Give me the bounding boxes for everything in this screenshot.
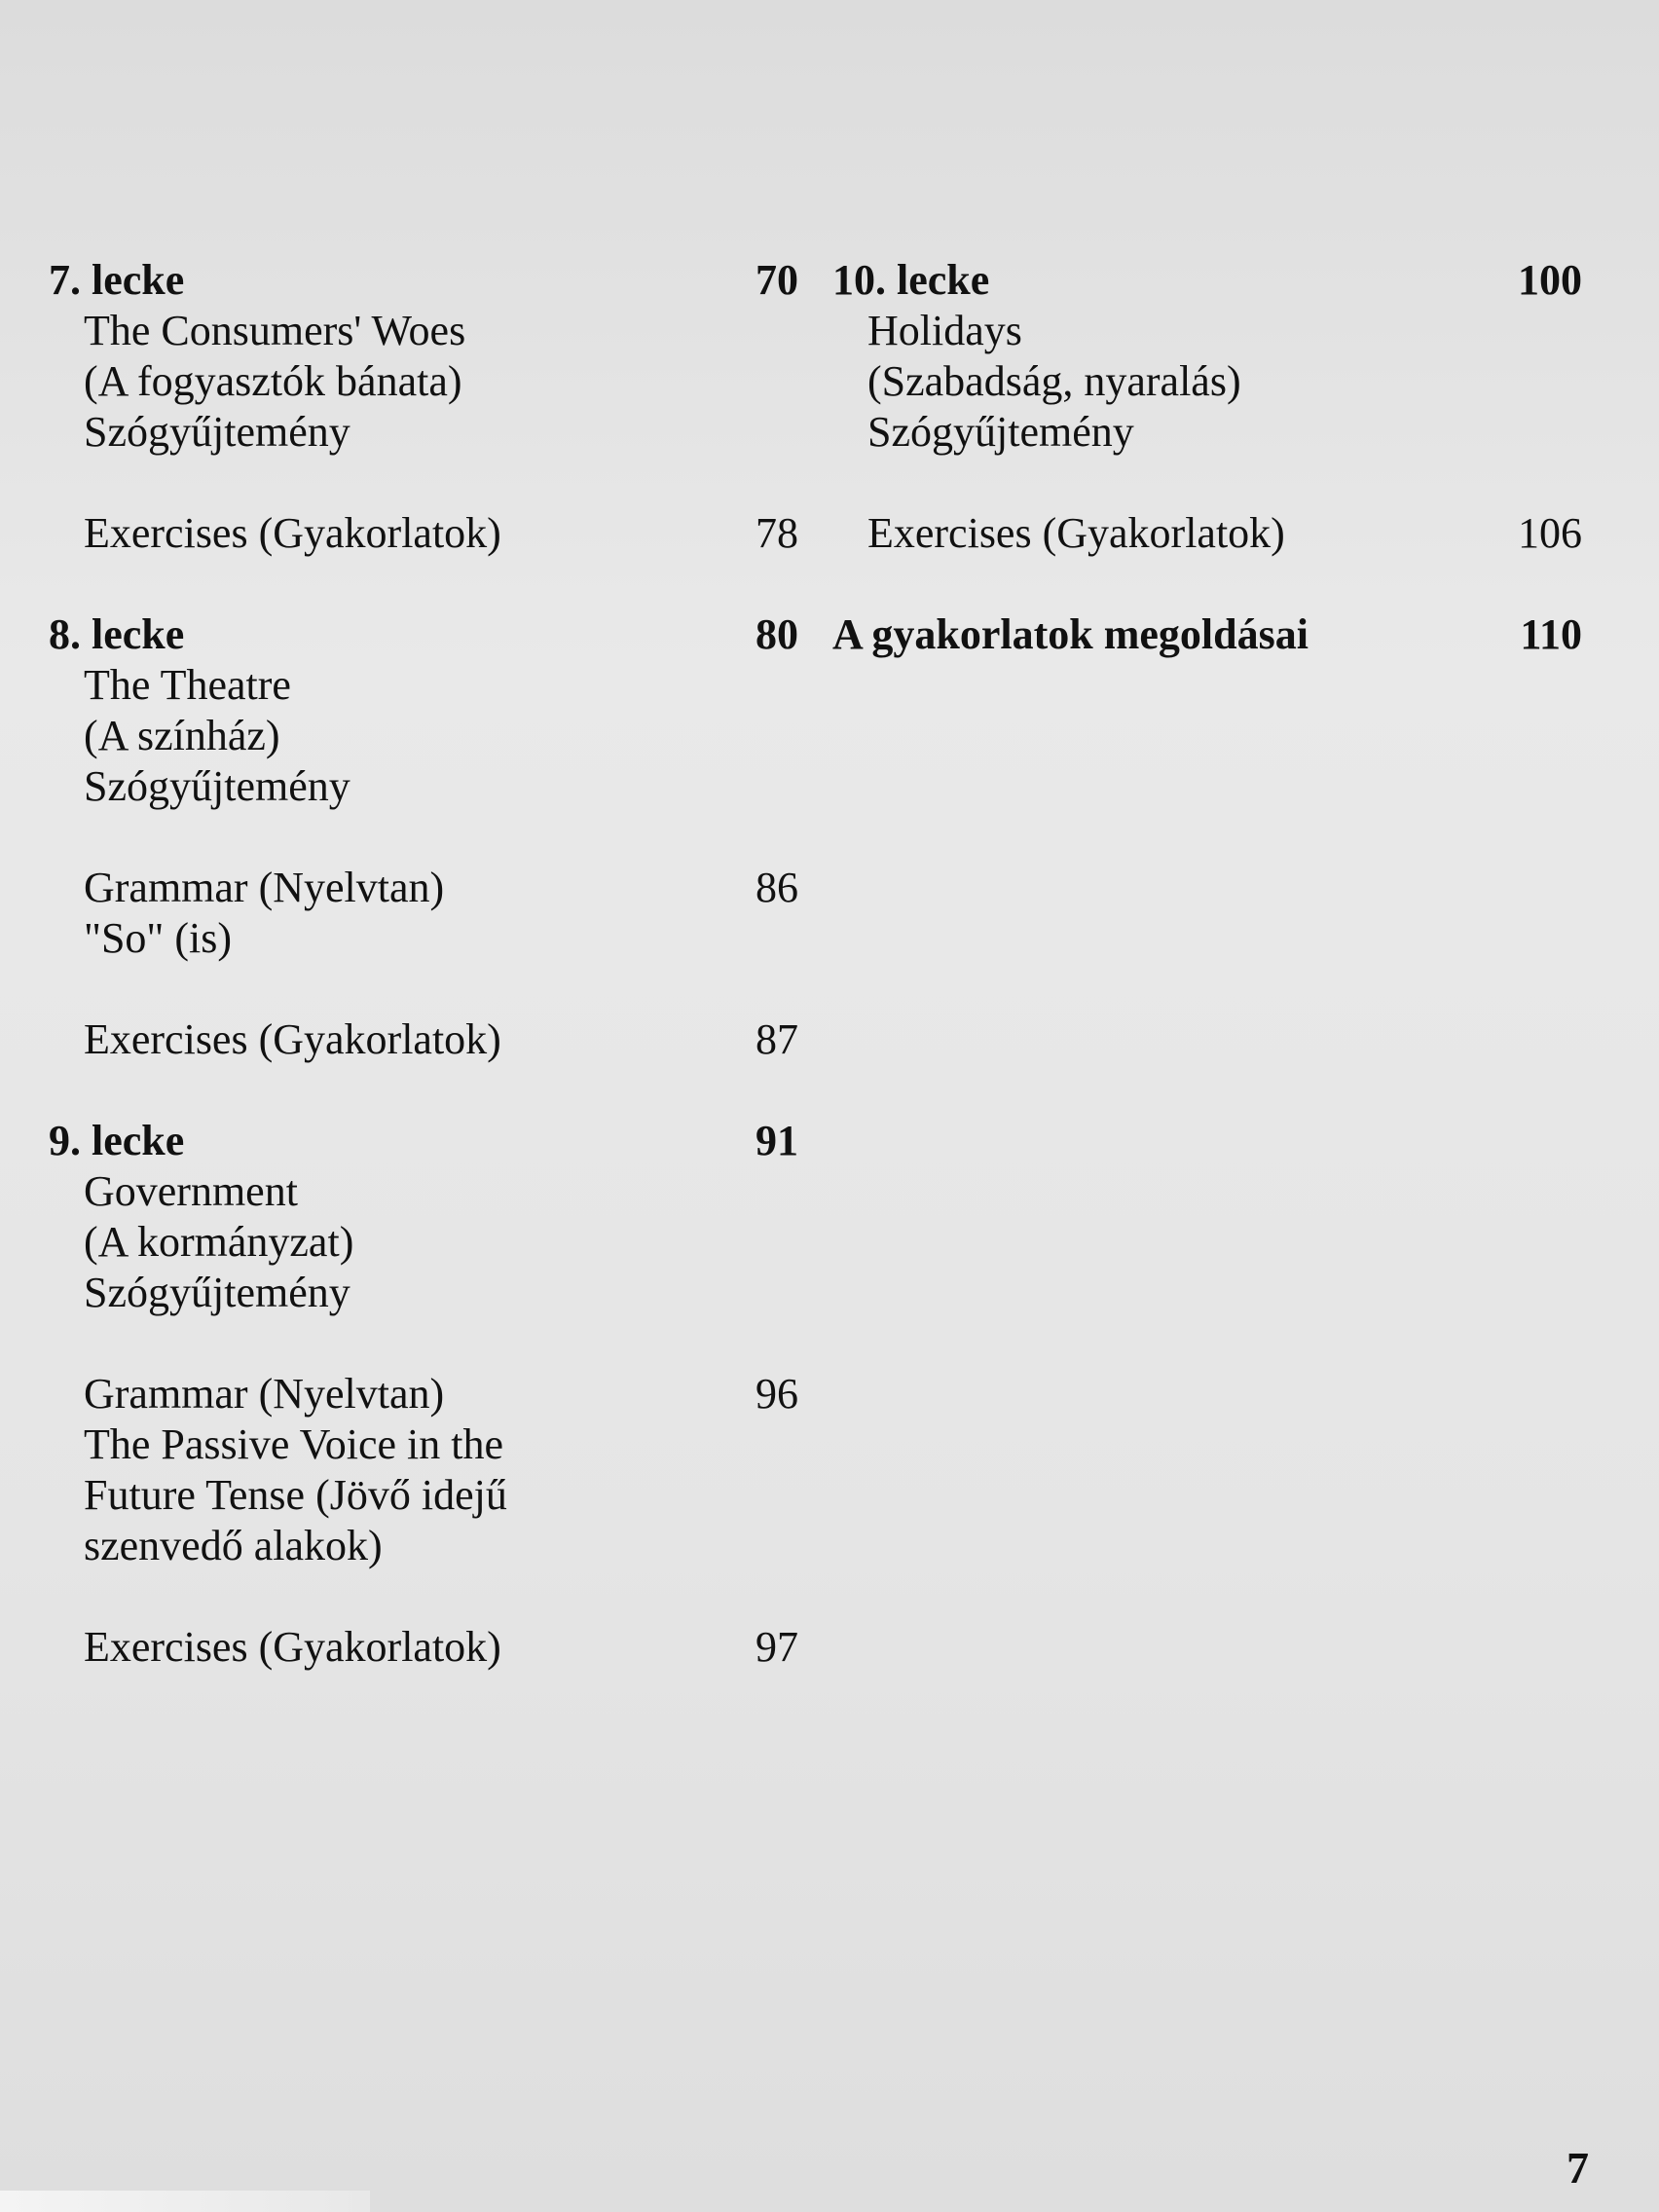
footer-strip <box>0 2191 370 2212</box>
toc-sub-entry-line: Future Tense (Jövő idejű <box>84 1471 507 1519</box>
toc-sub-entry-line: The Passive Voice in the <box>84 1420 503 1468</box>
toc-sub-entry-label: Exercises (Gyakorlatok) <box>84 509 501 557</box>
toc-sub-entry-label: Exercises (Gyakorlatok) <box>84 1623 501 1671</box>
toc-entry-line: (Szabadság, nyaralás) <box>867 357 1241 405</box>
toc-entry-line: Szógyűjtemény <box>84 762 350 810</box>
toc-page-number: 70 <box>756 256 798 304</box>
toc-sub-entry-label: Grammar (Nyelvtan) <box>84 864 445 911</box>
toc-entry-line: (A színház) <box>84 712 280 759</box>
toc-entry-lecke-7 <box>49 255 798 559</box>
toc-page-number: 86 <box>756 864 798 911</box>
toc-entry-line: Szógyűjtemény <box>84 1269 350 1316</box>
toc-sub-entry-grammar[interactable] <box>49 1369 798 1419</box>
toc-sub-entry-grammar[interactable] <box>49 863 798 913</box>
toc-entry-line: Szógyűjtemény <box>84 408 350 456</box>
toc-entry-lecke-9 <box>49 1116 798 1673</box>
toc-entry-heading[interactable] <box>832 255 1582 306</box>
toc-entry-line: (A kormányzat) <box>84 1218 354 1266</box>
toc-page-number: 87 <box>756 1015 798 1063</box>
toc-page-number: 100 <box>1518 256 1582 304</box>
toc-right-column <box>832 255 1582 660</box>
toc-entry-line: Szógyűjtemény <box>867 408 1134 456</box>
toc-entry-title: A gyakorlatok megoldásai <box>832 610 1309 658</box>
toc-page-number: 106 <box>1518 509 1582 557</box>
toc-entry-line: Holidays <box>867 307 1022 354</box>
toc-sub-entry-exercises[interactable] <box>49 1622 798 1673</box>
toc-page-number: 78 <box>756 509 798 557</box>
toc-page-number: 96 <box>756 1370 798 1418</box>
toc-entry-line: Government <box>84 1167 298 1215</box>
toc-sub-entry-exercises[interactable] <box>49 1014 798 1065</box>
toc-sub-entry-line: szenvedő alakok) <box>84 1522 383 1569</box>
toc-entry-line: The Theatre <box>84 661 291 709</box>
toc-left-column <box>49 255 798 1673</box>
toc-entry-heading[interactable] <box>49 255 798 306</box>
toc-entry-heading[interactable] <box>49 609 798 660</box>
toc-entry-title: 9. lecke <box>49 1117 185 1164</box>
toc-entry-heading[interactable] <box>832 609 1582 660</box>
toc-page-number: 91 <box>756 1117 798 1164</box>
toc-entry-line: The Consumers' Woes <box>84 307 466 354</box>
toc-sub-entry-exercises[interactable] <box>832 508 1582 559</box>
toc-page-number: 97 <box>756 1623 798 1671</box>
toc-entry-title: 7. lecke <box>49 256 185 304</box>
toc-sub-entry-exercises[interactable] <box>49 508 798 559</box>
toc-entry-title: 8. lecke <box>49 610 185 658</box>
toc-sub-entry-label: Exercises (Gyakorlatok) <box>867 509 1285 557</box>
toc-page-number: 80 <box>756 610 798 658</box>
toc-entry-lecke-8 <box>49 609 798 1065</box>
page-background: 7. lecke 70 The Consumers' Woes (A fogyasztók bánata) Szógyűjtemény Exercises (Gyakorlatok) 78 8. lecke 80 The Theatre (A színház) Szógyűjtemény Grammar (Nyelvtan) 86 "So" (is) Exercises (Gyakorlatok) 87 9. lecke 91 Government (A kormányzat) Szógyűjtemény Grammar (Nyelvtan) 96 The Passive Voice in the Future Tense (Jövő idejű szenvedő alakok) Exercises (Gyakorlatok) 97 10. lecke 100 Holidays (Szabadság, nyaralás) Szógyűjtemény Exercises (Gyakorlatok) 106 A gyakorlatok megoldásai 110 7 <box>0 0 1659 2212</box>
toc-entry-heading[interactable] <box>49 1116 798 1166</box>
toc-entry-answers <box>832 609 1582 660</box>
toc-page-number: 110 <box>1520 610 1582 658</box>
toc-sub-entry-label: Grammar (Nyelvtan) <box>84 1370 445 1418</box>
toc-entry-title: 10. lecke <box>832 256 990 304</box>
toc-entry-lecke-10 <box>832 255 1582 559</box>
toc-sub-entry-label: Exercises (Gyakorlatok) <box>84 1015 501 1063</box>
toc-sub-entry-line: "So" (is) <box>84 914 233 962</box>
toc-entry-line: (A fogyasztók bánata) <box>84 357 462 405</box>
